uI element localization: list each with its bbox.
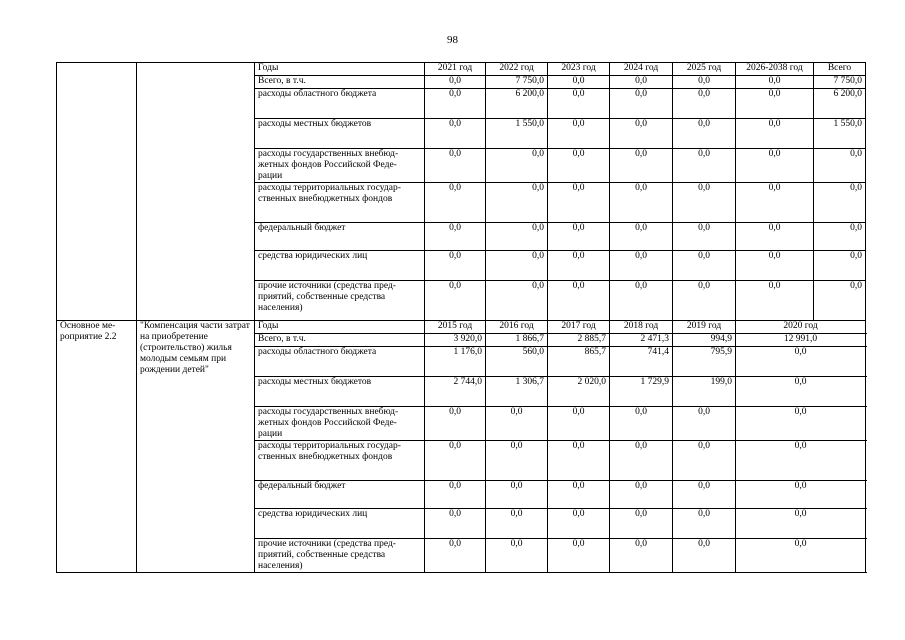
value-cell: 0,0 bbox=[486, 441, 548, 481]
value-cell: 0,0 bbox=[425, 76, 486, 89]
row-label: федеральный бюджет bbox=[255, 481, 425, 509]
year-header: 2021 год bbox=[425, 63, 486, 76]
value-cell: 12 991,0 bbox=[736, 334, 866, 347]
value-cell: 0,0 bbox=[673, 149, 736, 183]
row-label: прочие источники (средства пред-приятий, собственные средства населения) bbox=[255, 281, 425, 321]
row-label: расходы местных бюджетов bbox=[255, 119, 425, 149]
measure-name: "Компенсация части затрат на приобретение (строительство) жилья молодым семьям при рождении детей" bbox=[137, 321, 255, 573]
row-label: Всего, в т.ч. bbox=[255, 76, 425, 89]
value-cell: 0,0 bbox=[610, 481, 673, 509]
value-cell: 0,0 bbox=[548, 76, 610, 89]
value-cell: 0,0 bbox=[736, 509, 866, 539]
value-cell: 0,0 bbox=[425, 407, 486, 441]
value-cell: 1 729,9 bbox=[610, 377, 673, 407]
value-cell: 0,0 bbox=[425, 149, 486, 183]
value-cell: 0,0 bbox=[673, 539, 736, 573]
value-cell: 0,0 bbox=[548, 481, 610, 509]
row-label: расходы областного бюджета bbox=[255, 89, 425, 119]
row-label: средства юридических лиц bbox=[255, 251, 425, 281]
value-cell: 0,0 bbox=[673, 509, 736, 539]
value-cell: 0,0 bbox=[673, 223, 736, 251]
value-cell: 0,0 bbox=[736, 223, 814, 251]
value-cell: 0,0 bbox=[610, 281, 673, 321]
value-cell: 0,0 bbox=[425, 539, 486, 573]
value-cell: 0,0 bbox=[548, 407, 610, 441]
value-cell: 0,0 bbox=[548, 183, 610, 223]
row-label: расходы территориальных государ-ственных внебюджетных фондов bbox=[255, 441, 425, 481]
year-header: Всего bbox=[814, 63, 866, 76]
value-cell: 0,0 bbox=[548, 539, 610, 573]
value-cell: 0,0 bbox=[673, 183, 736, 223]
value-cell: 741,4 bbox=[610, 347, 673, 377]
year-header: 2023 год bbox=[548, 63, 610, 76]
value-cell: 0,0 bbox=[610, 89, 673, 119]
value-cell: 0,0 bbox=[486, 183, 548, 223]
value-cell: 0,0 bbox=[673, 251, 736, 281]
value-cell: 1 866,7 bbox=[486, 334, 548, 347]
value-cell: 2 885,7 bbox=[548, 334, 610, 347]
value-cell: 865,7 bbox=[548, 347, 610, 377]
value-cell: 0,0 bbox=[673, 481, 736, 509]
value-cell: 0,0 bbox=[814, 223, 866, 251]
value-cell: 0,0 bbox=[610, 539, 673, 573]
value-cell: 0,0 bbox=[814, 251, 866, 281]
value-cell: 0,0 bbox=[610, 223, 673, 251]
value-cell: 0,0 bbox=[486, 407, 548, 441]
year-header: 2022 год bbox=[486, 63, 548, 76]
value-cell: 0,0 bbox=[736, 407, 866, 441]
value-cell: 0,0 bbox=[673, 76, 736, 89]
value-cell: 0,0 bbox=[736, 251, 814, 281]
value-cell: 0,0 bbox=[736, 539, 866, 573]
value-cell: 0,0 bbox=[548, 223, 610, 251]
value-cell: 0,0 bbox=[425, 251, 486, 281]
value-cell: 0,0 bbox=[548, 441, 610, 481]
value-cell: 3 920,0 bbox=[425, 334, 486, 347]
value-cell: 0,0 bbox=[548, 281, 610, 321]
value-cell: 0,0 bbox=[814, 149, 866, 183]
value-cell: 0,0 bbox=[610, 149, 673, 183]
value-cell: 0,0 bbox=[486, 481, 548, 509]
value-cell: 1 306,7 bbox=[486, 377, 548, 407]
value-cell: 0,0 bbox=[673, 89, 736, 119]
value-cell: 0,0 bbox=[486, 223, 548, 251]
row-label: средства юридических лиц bbox=[255, 509, 425, 539]
year-header: 2020 год bbox=[736, 321, 866, 334]
value-cell: 0,0 bbox=[486, 509, 548, 539]
value-cell: 2 020,0 bbox=[548, 377, 610, 407]
table-row bbox=[57, 63, 866, 76]
value-cell: 0,0 bbox=[736, 347, 866, 377]
row-label: федеральный бюджет bbox=[255, 223, 425, 251]
value-cell: 0,0 bbox=[425, 183, 486, 223]
value-cell: 0,0 bbox=[486, 251, 548, 281]
year-header: 2026-2038 год bbox=[736, 63, 814, 76]
value-cell: 0,0 bbox=[425, 119, 486, 149]
value-cell: 0,0 bbox=[548, 89, 610, 119]
value-cell: 0,0 bbox=[736, 119, 814, 149]
value-cell: 0,0 bbox=[673, 119, 736, 149]
value-cell: 2 471,3 bbox=[610, 334, 673, 347]
row-label: расходы областного бюджета bbox=[255, 347, 425, 377]
value-cell: 0,0 bbox=[736, 481, 866, 509]
value-cell: 0,0 bbox=[610, 509, 673, 539]
value-cell: 6 200,0 bbox=[486, 89, 548, 119]
value-cell: 7 750,0 bbox=[814, 76, 866, 89]
row-label: расходы территориальных государ-ственных внебюджетных фондов bbox=[255, 183, 425, 223]
year-header: 2025 год bbox=[673, 63, 736, 76]
year-header: 2016 год bbox=[486, 321, 548, 334]
value-cell: 1 176,0 bbox=[425, 347, 486, 377]
budget-table bbox=[56, 62, 866, 573]
year-header: 2017 год bbox=[548, 321, 610, 334]
value-cell: 0,0 bbox=[736, 377, 866, 407]
value-cell: 0,0 bbox=[673, 441, 736, 481]
row-label: расходы государственных внебюд-жетных фондов Российской Феде-рации bbox=[255, 407, 425, 441]
value-cell: 0,0 bbox=[486, 539, 548, 573]
value-cell: 0,0 bbox=[736, 149, 814, 183]
value-cell: 0,0 bbox=[736, 183, 814, 223]
page-number: 98 bbox=[447, 34, 458, 46]
value-cell: 0,0 bbox=[610, 407, 673, 441]
years-label: Годы bbox=[255, 63, 425, 76]
table-body bbox=[57, 63, 866, 573]
years-label: Годы bbox=[255, 321, 425, 334]
value-cell: 0,0 bbox=[548, 149, 610, 183]
value-cell: 0,0 bbox=[425, 281, 486, 321]
value-cell: 0,0 bbox=[548, 509, 610, 539]
row-label: Всего, в т.ч. bbox=[255, 334, 425, 347]
value-cell: 0,0 bbox=[425, 441, 486, 481]
value-cell: 0,0 bbox=[425, 481, 486, 509]
value-cell: 0,0 bbox=[425, 223, 486, 251]
year-header: 2024 год bbox=[610, 63, 673, 76]
value-cell: 0,0 bbox=[425, 89, 486, 119]
value-cell: 0,0 bbox=[425, 509, 486, 539]
value-cell: 0,0 bbox=[548, 119, 610, 149]
value-cell: 0,0 bbox=[736, 76, 814, 89]
value-cell: 0,0 bbox=[486, 149, 548, 183]
value-cell: 0,0 bbox=[736, 441, 866, 481]
year-header: 2018 год bbox=[610, 321, 673, 334]
value-cell: 0,0 bbox=[548, 251, 610, 281]
row-label: прочие источники (средства пред-приятий, собственные средства населения) bbox=[255, 539, 425, 573]
value-cell: 0,0 bbox=[814, 281, 866, 321]
value-cell: 560,0 bbox=[486, 347, 548, 377]
value-cell: 7 750,0 bbox=[486, 76, 548, 89]
row-label: расходы местных бюджетов bbox=[255, 377, 425, 407]
value-cell: 1 550,0 bbox=[814, 119, 866, 149]
value-cell: 0,0 bbox=[486, 281, 548, 321]
value-cell: 0,0 bbox=[610, 76, 673, 89]
value-cell: 0,0 bbox=[673, 407, 736, 441]
value-cell: 1 550,0 bbox=[486, 119, 548, 149]
value-cell: 199,0 bbox=[673, 377, 736, 407]
value-cell: 795,9 bbox=[673, 347, 736, 377]
value-cell: 0,0 bbox=[736, 281, 814, 321]
row-label: расходы государственных внебюд-жетных фондов Российской Феде-рации bbox=[255, 149, 425, 183]
value-cell: 6 200,0 bbox=[814, 89, 866, 119]
name-cell bbox=[137, 63, 255, 321]
value-cell: 0,0 bbox=[610, 119, 673, 149]
table-row bbox=[57, 321, 866, 334]
measure-label: Основное ме-роприятие 2.2 bbox=[57, 321, 137, 573]
value-cell: 0,0 bbox=[673, 281, 736, 321]
year-header: 2019 год bbox=[673, 321, 736, 334]
value-cell: 0,0 bbox=[814, 183, 866, 223]
measure-cell bbox=[57, 63, 137, 321]
value-cell: 994,9 bbox=[673, 334, 736, 347]
year-header: 2015 год bbox=[425, 321, 486, 334]
value-cell: 2 744,0 bbox=[425, 377, 486, 407]
value-cell: 0,0 bbox=[610, 251, 673, 281]
value-cell: 0,0 bbox=[736, 89, 814, 119]
value-cell: 0,0 bbox=[610, 183, 673, 223]
value-cell: 0,0 bbox=[610, 441, 673, 481]
